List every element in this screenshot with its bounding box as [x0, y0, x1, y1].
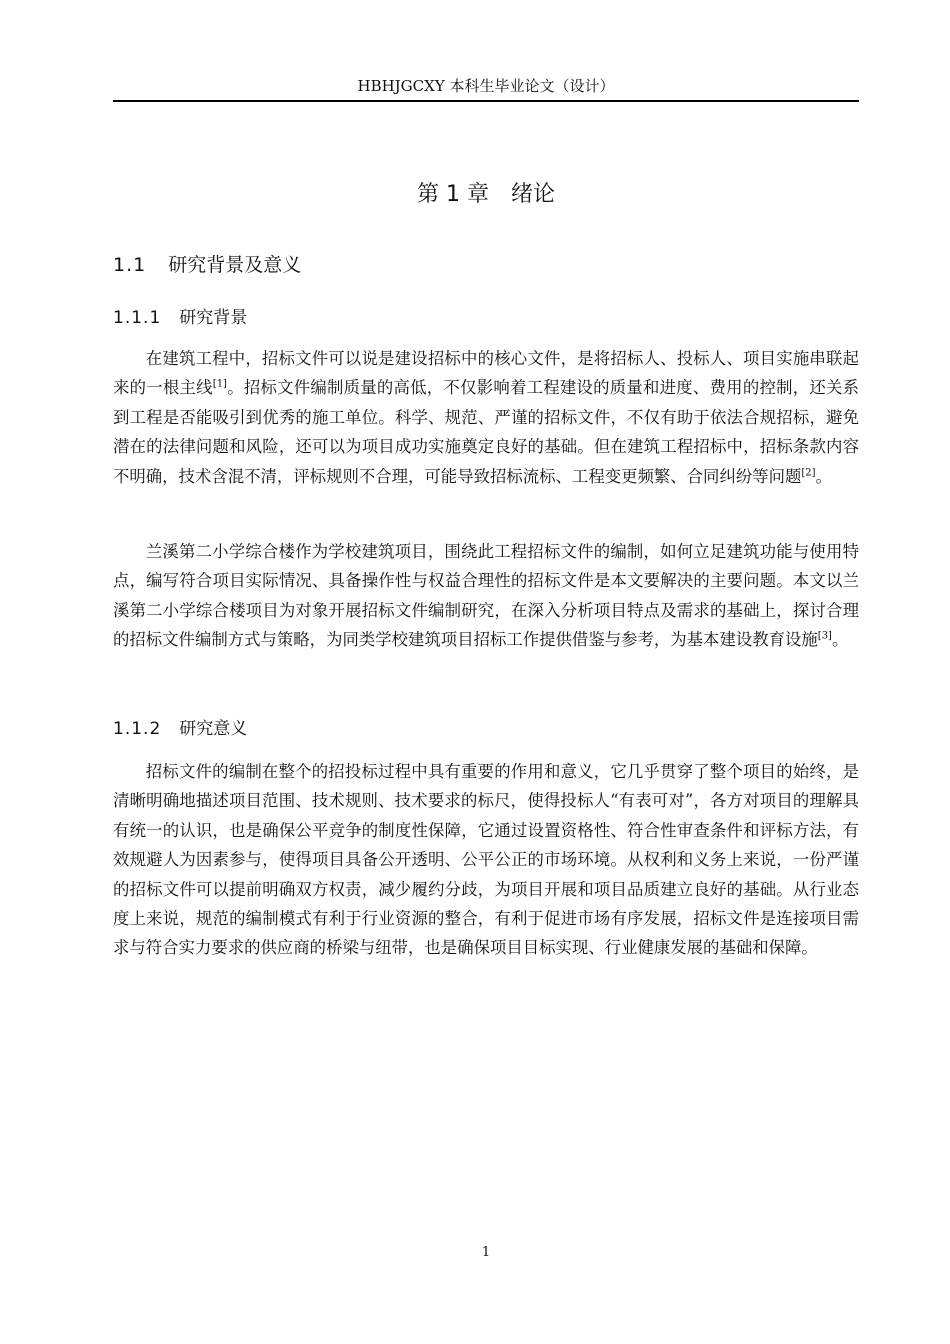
paragraph-text: 在建筑工程中，招标文件可以说是建设招标中的核心文件，是将招标人、投标人、项目实施串联起来的一根主线 [113, 349, 859, 398]
section-number: 1.1 [113, 254, 147, 276]
subsection-heading [113, 304, 247, 332]
paragraph [113, 757, 859, 963]
subsection-title: 研究背景 [179, 308, 248, 328]
citation: [2] [801, 467, 816, 479]
paragraph-text: 。 [831, 630, 849, 650]
paragraph-text: 招标文件的编制在整个的招投标过程中具有重要的作用和意义，它几乎贯穿了整个项目的始终，是清晰明确地描述项目范围、技术规则、技术要求的标尺，使得投标人“有表可对”，各方对项目的理解具有统一的认识，也是确保公平竞争的制度性保障，它通过设置资格性、符合性审查条件和评标方法，有效规避人为因素参与，使得项目具备公开透明、公平公正的市场环境。从权利和义务上来说，一份严谨的招标文件可以提前明确双方权责，减少履约分歧，为项目开展和项目品质建立良好的基础。从行业态度上来说，规范的编制模式有利于行业资源的整合，有利于促进市场有序发展，招标文件是连接项目需求与符合实力要求的供应商的桥梁与纽带，也是确保项目目标实现、行业健康发展的基础和保障。 [113, 762, 859, 958]
citation: [3] [817, 630, 832, 642]
subsection-title: 研究意义 [179, 719, 248, 739]
paragraph-text: 兰溪第二小学综合楼作为学校建筑项目，围绕此工程招标文件的编制，如何立足建筑功能与使用特点，编写符合项目实际情况、具备操作性与权益合理性的招标文件是本文要解决的主要问题。本文以兰溪第二小学综合楼项目为对象开展招标文件编制研究，在深入分析项目特点及需求的基础上，探讨合理的招标文件编制方式与策略，为同类学校建筑项目招标工作提供借鉴与参考，为基本建设教育设施 [113, 542, 859, 650]
subsection-number: 1.1.1 [113, 308, 162, 328]
page-number: 1 [481, 1245, 491, 1260]
section-title: 研究背景及意义 [168, 254, 302, 276]
paragraph-text: 。招标文件编制质量的高低，不仅影响着工程建设的质量和进度、费用的控制，还关系到工程是否能吸引到优秀的施工单位。科学、规范、严谨的招标文件，不仅有助于依法合规招标，避免潜在的法律问题和风险，还可以为项目成功实施奠定良好的基础。但在建筑工程招标中，招标条款内容不明确，技术含混不清，评标规则不合理，可能导致招标流标、工程变更频繁、合同纠纷等问题 [113, 378, 859, 486]
paragraph-text: 。 [815, 466, 832, 486]
paragraph [113, 537, 859, 655]
paragraph [113, 344, 859, 491]
section-heading [113, 250, 301, 280]
header-rule [113, 100, 859, 102]
subsection-heading [113, 715, 247, 743]
subsection-number: 1.1.2 [113, 719, 162, 739]
running-header: HBHJGCXY 本科生毕业论文（设计） [357, 77, 615, 95]
chapter-title: 第 1 章 绪论 [417, 182, 555, 207]
citation: [1] [212, 378, 227, 390]
